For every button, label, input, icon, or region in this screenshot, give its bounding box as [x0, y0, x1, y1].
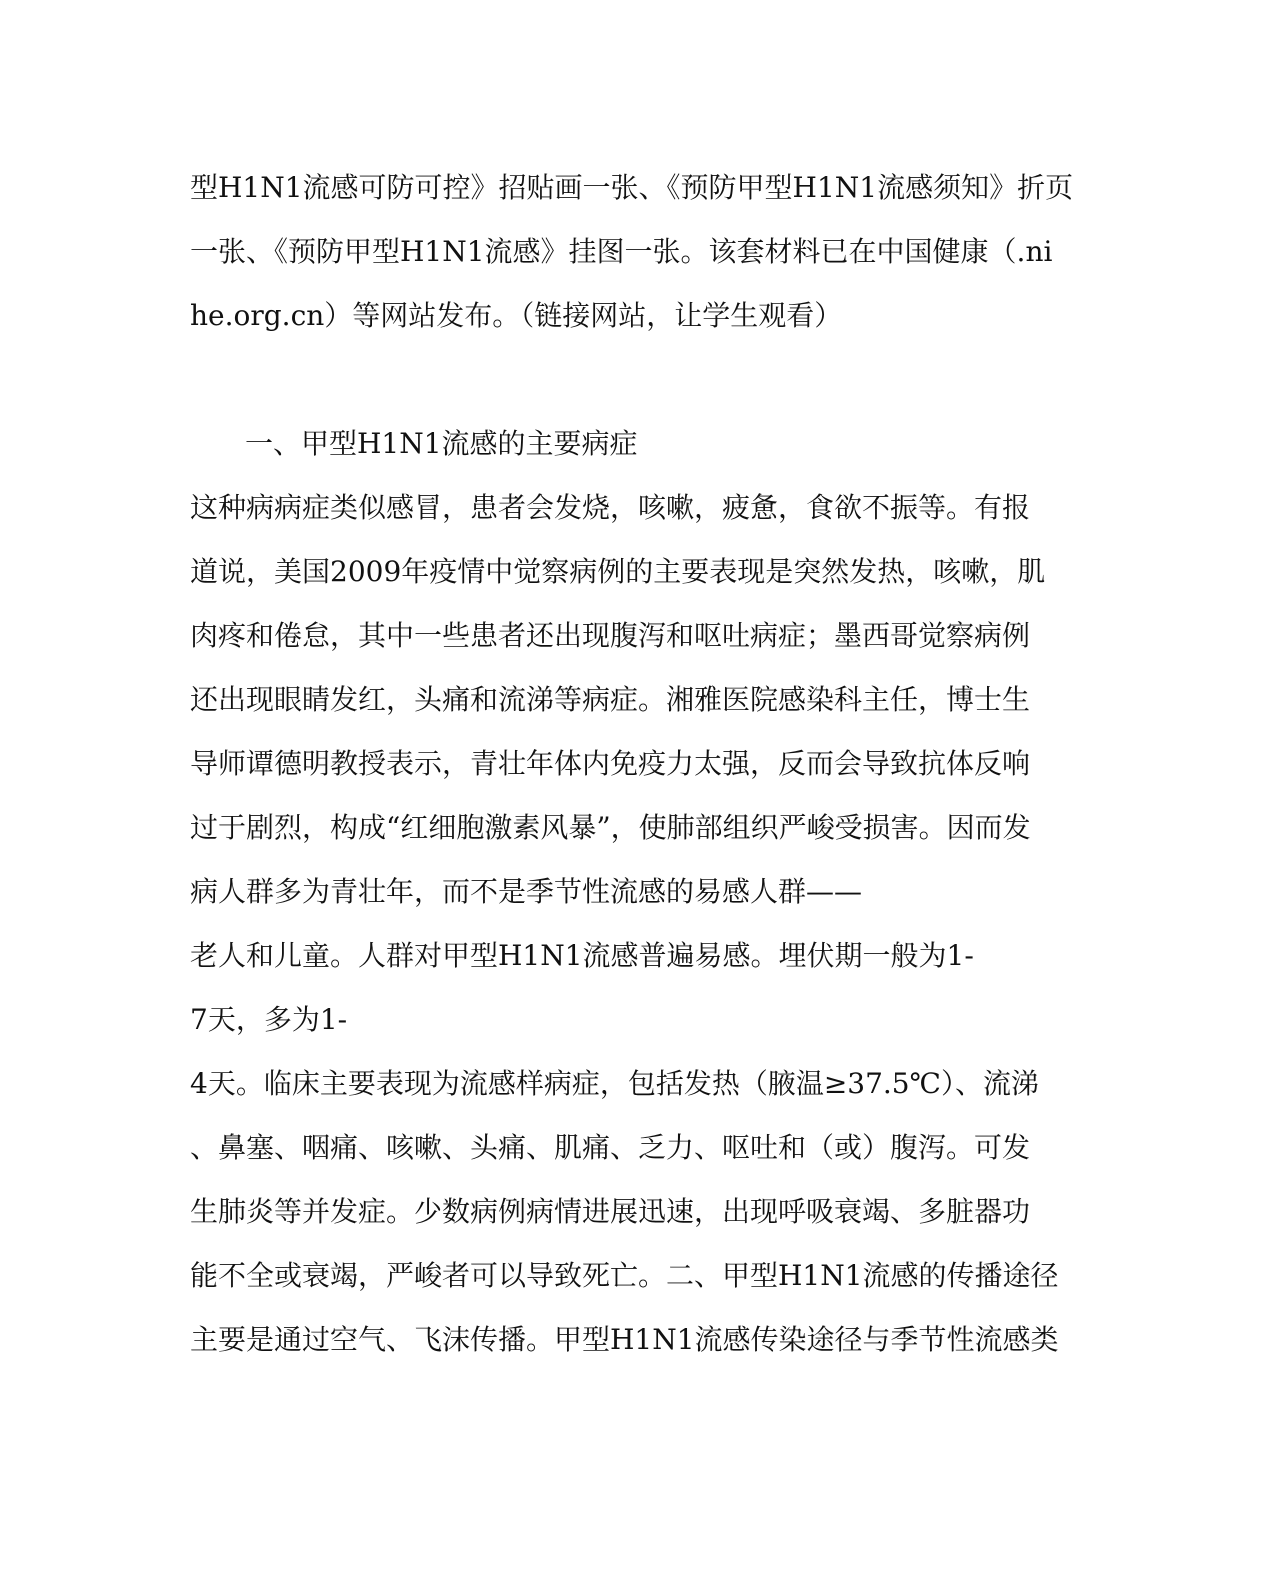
text-line: 过于剧烈，构成“红细胞激素风暴”，使肺部组织严峻受损害。因而发	[190, 811, 1031, 844]
text-line: 导师谭德明教授表示，青壮年体内免疫力太强，反而会导致抗体反响	[190, 747, 1031, 780]
text-line: he.org.cn）等网站发布。（链接网站，让学生观看）	[190, 299, 843, 332]
text-line: 能不全或衰竭，严峻者可以导致死亡。二、甲型H1N1流感的传播途径	[190, 1259, 1059, 1292]
text-line: 生肺炎等并发症。少数病例病情进展迅速，出现呼吸衰竭、多脏器功	[190, 1195, 1031, 1228]
text-line: 肉疼和倦怠，其中一些患者还出现腹泻和呕吐病症；墨西哥觉察病例	[190, 619, 1031, 652]
section-heading: 一、甲型H1N1流感的主要病症	[245, 427, 638, 460]
text-line: 主要是通过空气、飞沫传播。甲型H1N1流感传染途径与季节性流感类	[190, 1323, 1059, 1356]
text-line: 一张、《预防甲型H1N1流感》挂图一张。该套材料已在中国健康（.ni	[190, 235, 1053, 268]
text-line: 、鼻塞、咽痛、咳嗽、头痛、肌痛、乏力、呕吐和（或）腹泻。可发	[190, 1131, 1031, 1164]
text-line: 4天。临床主要表现为流感样病症，包括发热（腋温≥37.5℃）、流涕	[190, 1067, 1039, 1100]
text-line: 型H1N1流感可防可控》招贴画一张、《预防甲型H1N1流感须知》折页	[190, 171, 1074, 204]
text-line: 还出现眼睛发红，头痛和流涕等病症。湘雅医院感染科主任，博士生	[190, 683, 1031, 716]
text-line: 病人群多为青壮年，而不是季节性流感的易感人群——	[190, 875, 863, 908]
text-line: 老人和儿童。人群对甲型H1N1流感普遍易感。埋伏期一般为1-	[190, 939, 974, 972]
text-line: 道说，美国2009年疫情中觉察病例的主要表现是突然发热，咳嗽，肌	[190, 555, 1046, 588]
text-line: 7天，多为1-	[190, 1003, 348, 1036]
text-line: 这种病病症类似感冒，患者会发烧，咳嗽，疲惫，食欲不振等。有报	[190, 491, 1031, 524]
